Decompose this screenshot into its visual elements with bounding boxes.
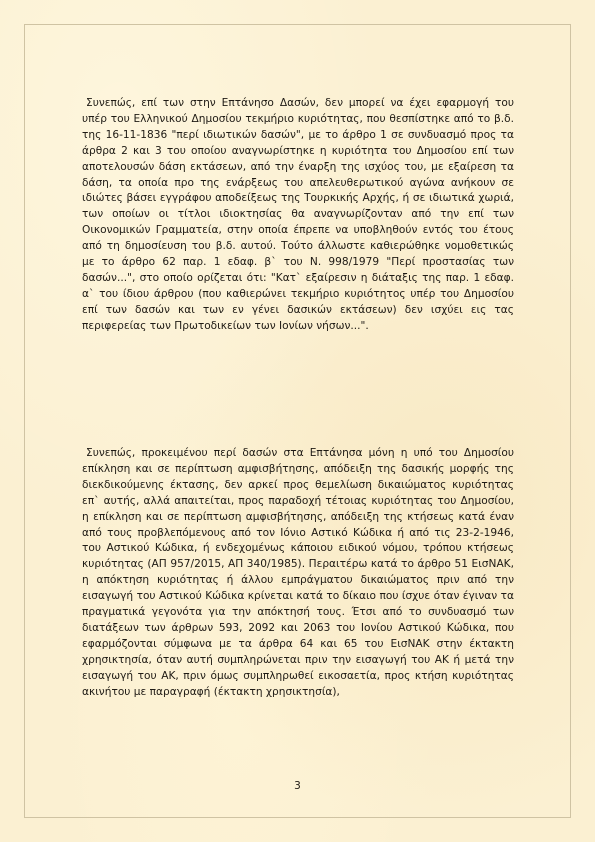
body-paragraph-2: Συνεπώς, προκειμένου περί δασών στα Επτάνησα μόνη η υπό του Δημοσίου επίκληση και σε περίπτωση αμφισβήτησης, απόδειξη της δασικής μορφής της διεκδικούμενης έκτασης, δεν αρκεί προς θεμελίωση δικαιώματος κυριότητας επ` αυτής, αλλά απαιτείται, προς παραδοχή τέτοιας κυριότητας του Δημοσίου, η επίκληση και σε περίπτωση αμφισβήτησης, απόδειξη της κτήσεως κατά έναν από τους προβλεπόμενους από τον Ιόνιο Αστικό Κώδικα ή από τις 23-2-1946, του Αστικού Κώδικα, ή ενδεχομένως κάποιου ειδικού νόμου, τρόπου κτήσεως κυριότητας (ΑΠ 957/2015, ΑΠ 340/1985). Περαιτέρω κατά το άρθρο 51 ΕισΝΑΚ, η απόκτηση κυριότητας ή άλλου εμπράγματου δικαιώματος πριν από την εισαγωγή του Αστικού Κώδικα κρίνεται κατά το δίκαιο που ίσχυε όταν έγιναν τα πραγματικά γεγονότα για την απόκτησή τους. Έτσι από το συνδυασμό των διατάξεων των άρθρων 593, 2092 και 2063 του Ιονίου Αστικού Κώδικα, που εφαρμόζονται σύμφωνα με τα άρθρα 64 και 65 του ΕισΝΑΚ στην έκτακτη χρησικτησία, όταν αυτή συμπληρώνεται πριν την εισαγωγή του ΑΚ ή μετά την εισαγωγή του ΑΚ, πριν όμως συμπληρωθεί εικοσαετία, προς κτήση κυριότητας ακινήτου με παραγραφή (έκτακτη χρησικτησία), <box>82 447 514 698</box>
page-number: 3 <box>294 780 301 792</box>
body-paragraph-1: Συνεπώς, επί των στην Επτάνησο Δασών, δεν μπορεί να έχει εφαρμογή του υπέρ του Ελληνικού Δημοσίου τεκμήριο κυριότητας, που θεσπίστηκε από το β.δ. της 16-11-1836 "περί ιδιωτικών δασών", με το άρθρο 1 σε συνδυασμό προς τα άρθρα 2 και 3 του οποίου αναγνωρίστηκε η κυριότητα του Δημοσίου επί των αποτελουσών δάση εκτάσεων, από την έναρξη της ισχύος του, με εξαίρεση τα δάση, τα οποία προ της ενάρξεως του απελευθερωτικού αγώνα ανήκουν σε ιδιώτες βάσει εγγράφου αποδείξεως της Τουρκικής Αρχής, ή σε ιδιωτικά χωριά, των οποίων οι τίτλοι ιδιοκτησίας θα αναγνωρίζονταν από την επί των Οικονομικών Γραμματεία, στην οποία έπρεπε να υποβληθούν εντός του έτους από τη δημοσίευση του β.δ. αυτού. Τούτο άλλωστε καθιερώθηκε νομοθετικώς με το άρθρο 62 παρ. 1 εδαφ. β` του Ν. 998/1979 "Περί προστασίας των δασών...", στο οποίο ορίζεται ότι: "Κατ` εξαίρεσιν η διάταξις της παρ. 1 εδαφ. α` του ίδιου άρθρου (που καθιερώνει τεκμήριο κυριότητος υπέρ του Δημοσίου επί των δασών και των εν γένει δασικών εκτάσεων) δεν ισχύει εις τας περιφερείας των Πρωτοδικείων των Ιονίων νήσων...". <box>82 97 514 332</box>
